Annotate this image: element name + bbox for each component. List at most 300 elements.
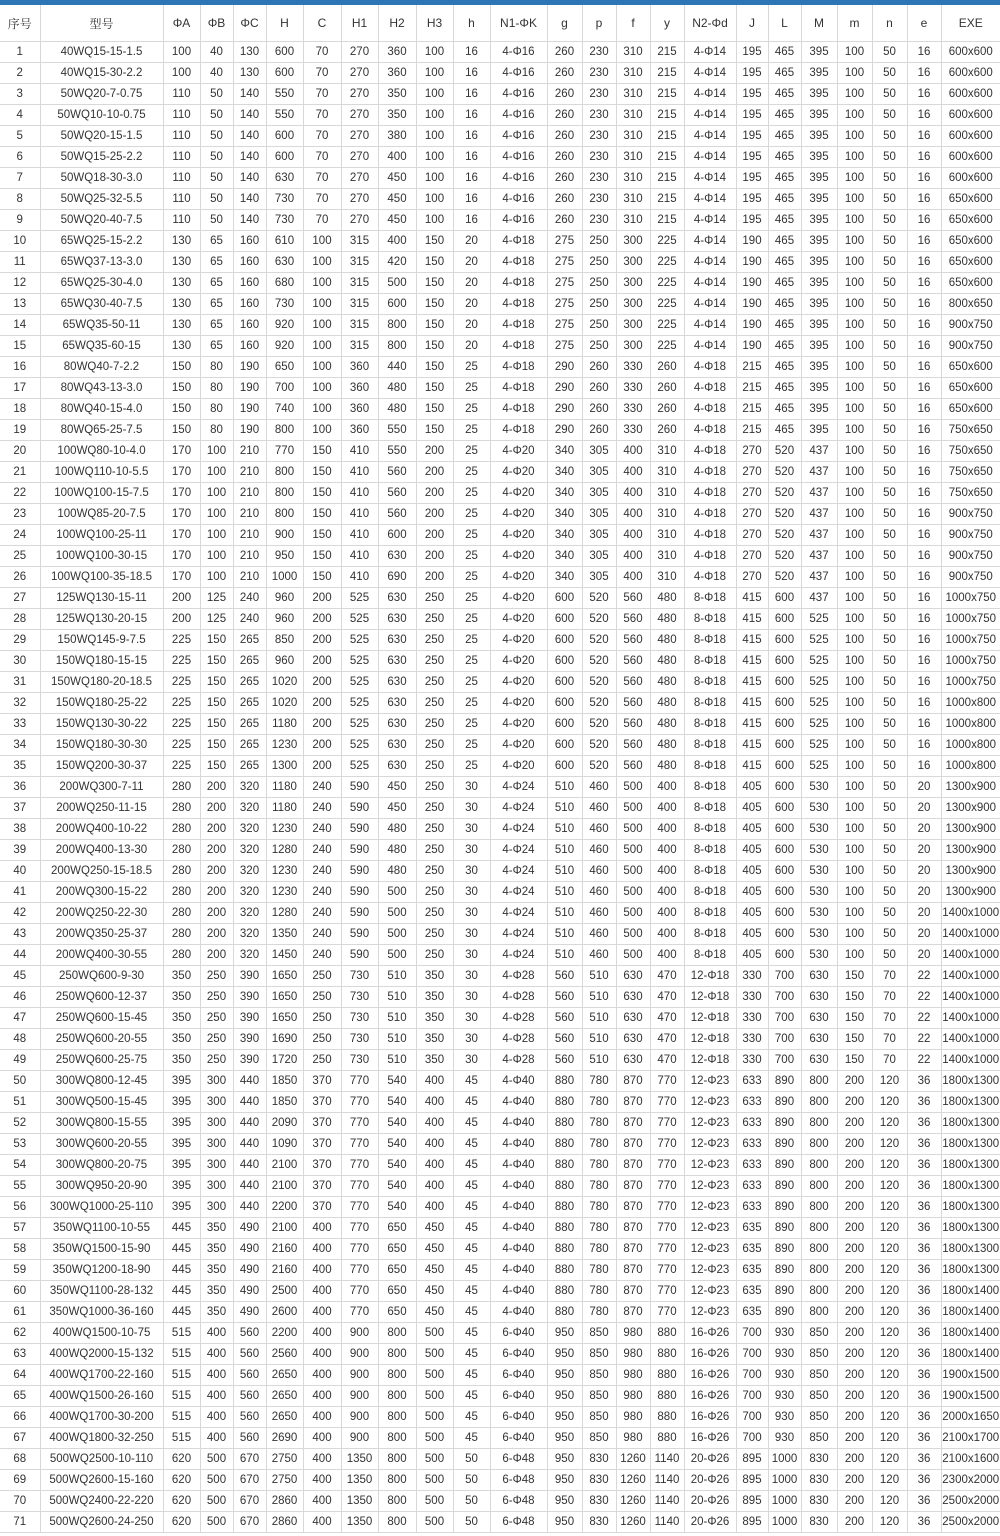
cell: 490	[233, 1302, 266, 1323]
cell: 150	[416, 252, 453, 273]
cell: 4-Φ16	[490, 63, 547, 84]
cell: 800	[266, 462, 303, 483]
cell: 270	[341, 147, 378, 168]
table-row	[0, 1428, 1000, 1449]
cell: 320	[233, 777, 266, 798]
cell: 150	[200, 756, 233, 777]
cell: 300	[200, 1092, 233, 1113]
cell: 395	[801, 336, 837, 357]
cell: 260	[582, 357, 616, 378]
cell: 4-Φ40	[490, 1113, 547, 1134]
cell: 890	[768, 1071, 801, 1092]
cell: 8-Φ18	[684, 609, 736, 630]
cell: 1140	[650, 1470, 684, 1491]
cell: 44	[0, 945, 40, 966]
table-row	[0, 1323, 1000, 1344]
cell: 350WQ1100-10-55	[40, 1218, 163, 1239]
cell: 4-Φ18	[684, 483, 736, 504]
cell: 870	[616, 1134, 650, 1155]
cell: 100	[837, 315, 872, 336]
cell: 8-Φ18	[684, 756, 736, 777]
cell: 16-Φ26	[684, 1407, 736, 1428]
cell: 500	[616, 882, 650, 903]
cell: 50	[872, 168, 907, 189]
cell: 415	[736, 714, 768, 735]
table-row	[0, 966, 1000, 987]
cell: 4-Φ14	[684, 105, 736, 126]
cell: 310	[616, 210, 650, 231]
cell: 4-Φ24	[490, 819, 547, 840]
cell: 6-Φ48	[490, 1449, 547, 1470]
cell: 880	[547, 1281, 582, 1302]
cell: 880	[650, 1323, 684, 1344]
cell: 770	[650, 1071, 684, 1092]
cell: 100	[416, 42, 453, 63]
cell: 440	[233, 1092, 266, 1113]
cell: 525	[341, 630, 378, 651]
cell: 890	[768, 1260, 801, 1281]
cell: 1180	[266, 777, 303, 798]
cell: 400	[650, 945, 684, 966]
cell: 230	[582, 126, 616, 147]
cell: 20	[907, 840, 941, 861]
cell: 630	[801, 1008, 837, 1029]
cell: 635	[736, 1302, 768, 1323]
cell: 770	[650, 1155, 684, 1176]
cell: 525	[341, 609, 378, 630]
cell: 50	[200, 147, 233, 168]
cell: 70	[303, 189, 341, 210]
cell: 100	[416, 147, 453, 168]
cell: 250	[416, 882, 453, 903]
table-row	[0, 1365, 1000, 1386]
cell: 120	[872, 1239, 907, 1260]
cell: 140	[233, 210, 266, 231]
cell: 100	[837, 294, 872, 315]
cell: 70	[303, 126, 341, 147]
cell: 120	[872, 1281, 907, 1302]
cell: 270	[341, 189, 378, 210]
cell: 265	[233, 672, 266, 693]
cell: 20	[453, 252, 490, 273]
cell: 980	[616, 1407, 650, 1428]
cell: 100	[416, 84, 453, 105]
cell: 250	[416, 672, 453, 693]
cell: 34	[0, 735, 40, 756]
cell: 370	[303, 1197, 341, 1218]
cell: 510	[547, 945, 582, 966]
cell: 630	[378, 588, 416, 609]
cell: 1850	[266, 1071, 303, 1092]
cell: 4-Φ18	[490, 399, 547, 420]
cell: 80WQ65-25-7.5	[40, 420, 163, 441]
cell: 16	[907, 399, 941, 420]
cell: 500	[378, 945, 416, 966]
cell: 100	[837, 546, 872, 567]
cell: 590	[341, 882, 378, 903]
cell: 290	[547, 420, 582, 441]
cell: 800	[801, 1113, 837, 1134]
cell: 215	[650, 189, 684, 210]
cell: 150	[163, 357, 200, 378]
cell: 140	[233, 168, 266, 189]
cell: 590	[341, 840, 378, 861]
cell: 515	[163, 1428, 200, 1449]
cell: 215	[650, 210, 684, 231]
cell: 650x600	[941, 378, 1000, 399]
cell: 12-Φ18	[684, 1029, 736, 1050]
cell: 480	[650, 588, 684, 609]
cell: 895	[736, 1491, 768, 1512]
cell: 39	[0, 840, 40, 861]
cell: 405	[736, 777, 768, 798]
cell: 895	[736, 1449, 768, 1470]
cell: 260	[547, 189, 582, 210]
cell: 195	[736, 168, 768, 189]
cell: 265	[233, 693, 266, 714]
cell: 100	[303, 315, 341, 336]
cell: 12-Φ18	[684, 966, 736, 987]
cell: 25	[453, 462, 490, 483]
cell: 100	[837, 336, 872, 357]
cell: 4-Φ20	[490, 756, 547, 777]
cell: 1720	[266, 1050, 303, 1071]
cell: 150	[837, 1008, 872, 1029]
cell: 20	[0, 441, 40, 462]
cell: 190	[233, 378, 266, 399]
cell: 150	[163, 399, 200, 420]
cell: 25	[453, 672, 490, 693]
cell: 25	[453, 357, 490, 378]
cell: 320	[233, 819, 266, 840]
cell: 1000	[266, 567, 303, 588]
column-header: EXE	[941, 5, 1000, 42]
cell: 1800x1300	[941, 1260, 1000, 1281]
cell: 330	[736, 987, 768, 1008]
cell: 100	[837, 63, 872, 84]
cell: 460	[582, 924, 616, 945]
cell: 160	[233, 336, 266, 357]
column-header: C	[303, 5, 341, 42]
cell: 560	[233, 1407, 266, 1428]
cell: 350	[163, 1050, 200, 1071]
cell: 870	[616, 1092, 650, 1113]
cell: 1000	[768, 1470, 801, 1491]
cell: 800	[378, 1386, 416, 1407]
cell: 210	[233, 546, 266, 567]
cell: 50	[872, 630, 907, 651]
table-row	[0, 462, 1000, 483]
cell: 265	[233, 630, 266, 651]
cell: 45	[453, 1281, 490, 1302]
cell: 40	[200, 42, 233, 63]
cell: 320	[233, 903, 266, 924]
table-row	[0, 1008, 1000, 1029]
cell: 240	[303, 819, 341, 840]
cell: 4-Φ20	[490, 441, 547, 462]
cell: 50	[200, 105, 233, 126]
cell: 950	[547, 1491, 582, 1512]
cell: 780	[582, 1281, 616, 1302]
cell: 395	[163, 1197, 200, 1218]
cell: 515	[163, 1386, 200, 1407]
cell: 225	[650, 273, 684, 294]
cell: 770	[650, 1092, 684, 1113]
cell: 250	[416, 630, 453, 651]
cell: 890	[768, 1155, 801, 1176]
cell: 560	[378, 504, 416, 525]
cell: 2200	[266, 1323, 303, 1344]
table-row	[0, 231, 1000, 252]
cell: 360	[378, 63, 416, 84]
cell: 14	[0, 315, 40, 336]
cell: 290	[547, 399, 582, 420]
cell: 200	[200, 861, 233, 882]
cell: 150	[163, 420, 200, 441]
cell: 340	[547, 462, 582, 483]
cell: 240	[303, 777, 341, 798]
cell: 525	[341, 714, 378, 735]
cell: 150	[200, 693, 233, 714]
cell: 350	[163, 1029, 200, 1050]
cell: 300WQ500-15-45	[40, 1092, 163, 1113]
cell: 650x600	[941, 357, 1000, 378]
cell: 880	[547, 1260, 582, 1281]
cell: 200	[303, 609, 341, 630]
cell: 2090	[266, 1113, 303, 1134]
cell: 45	[453, 1134, 490, 1155]
cell: 500	[616, 819, 650, 840]
cell: 30	[453, 798, 490, 819]
cell: 45	[453, 1092, 490, 1113]
cell: 830	[582, 1512, 616, 1533]
cell: 150	[416, 357, 453, 378]
cell: 670	[233, 1491, 266, 1512]
cell: 65	[200, 252, 233, 273]
cell: 4-Φ14	[684, 189, 736, 210]
cell: 4-Φ16	[490, 126, 547, 147]
cell: 4-Φ14	[684, 84, 736, 105]
cell: 700	[266, 378, 303, 399]
cell: 4-Φ14	[684, 252, 736, 273]
cell: 540	[378, 1176, 416, 1197]
cell: 2860	[266, 1491, 303, 1512]
cell: 30	[453, 1029, 490, 1050]
cell: 50	[872, 546, 907, 567]
cell: 65	[200, 294, 233, 315]
cell: 930	[768, 1344, 801, 1365]
cell: 100	[837, 462, 872, 483]
cell: 8	[0, 189, 40, 210]
cell: 400WQ1800-32-250	[40, 1428, 163, 1449]
cell: 16	[907, 735, 941, 756]
cell: 100WQ100-30-15	[40, 546, 163, 567]
cell: 27	[0, 588, 40, 609]
cell: 520	[582, 588, 616, 609]
cell: 50	[872, 252, 907, 273]
cell: 520	[582, 735, 616, 756]
cell: 41	[0, 882, 40, 903]
cell: 670	[233, 1470, 266, 1491]
cell: 100	[837, 420, 872, 441]
cell: 490	[233, 1260, 266, 1281]
cell: 330	[616, 420, 650, 441]
cell: 36	[907, 1092, 941, 1113]
cell: 125WQ130-15-11	[40, 588, 163, 609]
cell: 350WQ1500-15-90	[40, 1239, 163, 1260]
table-row	[0, 1386, 1000, 1407]
cell: 520	[768, 567, 801, 588]
cell: 50	[453, 1449, 490, 1470]
cell: 500	[416, 1323, 453, 1344]
cell: 200	[837, 1071, 872, 1092]
cell: 900x750	[941, 315, 1000, 336]
cell: 950	[547, 1428, 582, 1449]
cell: 350	[378, 84, 416, 105]
cell: 62	[0, 1323, 40, 1344]
cell: 525	[801, 651, 837, 672]
cell: 780	[582, 1134, 616, 1155]
cell: 100	[837, 714, 872, 735]
cell: 25	[453, 420, 490, 441]
table-row	[0, 882, 1000, 903]
cell: 530	[801, 840, 837, 861]
cell: 520	[768, 546, 801, 567]
cell: 120	[872, 1407, 907, 1428]
cell: 31	[0, 672, 40, 693]
cell: 590	[341, 798, 378, 819]
cell: 150	[416, 294, 453, 315]
cell: 395	[801, 231, 837, 252]
cell: 45	[453, 1344, 490, 1365]
cell: 100	[416, 105, 453, 126]
cell: 30	[453, 882, 490, 903]
cell: 4-Φ24	[490, 840, 547, 861]
cell: 240	[233, 588, 266, 609]
cell: 45	[0, 966, 40, 987]
cell: 200	[416, 504, 453, 525]
cell: 350	[163, 987, 200, 1008]
cell: 100WQ100-15-7.5	[40, 483, 163, 504]
cell: 2750	[266, 1449, 303, 1470]
cell: 215	[650, 168, 684, 189]
cell: 5	[0, 126, 40, 147]
cell: 45	[453, 1197, 490, 1218]
cell: 830	[801, 1449, 837, 1470]
cell: 200	[837, 1512, 872, 1533]
cell: 2690	[266, 1428, 303, 1449]
cell: 500	[416, 1470, 453, 1491]
cell: 600	[768, 714, 801, 735]
cell: 25	[453, 756, 490, 777]
cell: 270	[736, 462, 768, 483]
cell: 445	[163, 1281, 200, 1302]
cell: 36	[907, 1281, 941, 1302]
cell: 120	[872, 1155, 907, 1176]
cell: 150WQ200-30-37	[40, 756, 163, 777]
cell: 11	[0, 252, 40, 273]
cell: 50	[872, 756, 907, 777]
cell: 16	[907, 693, 941, 714]
cell: 450	[416, 1218, 453, 1239]
cell: 70	[872, 987, 907, 1008]
cell: 50	[872, 189, 907, 210]
cell: 480	[650, 609, 684, 630]
table-row	[0, 756, 1000, 777]
cell: 280	[163, 798, 200, 819]
cell: 51	[0, 1092, 40, 1113]
cell: 890	[768, 1239, 801, 1260]
cell: 400	[303, 1218, 341, 1239]
cell: 240	[303, 861, 341, 882]
cell: 650	[378, 1239, 416, 1260]
cell: 36	[907, 1218, 941, 1239]
cell: 630	[801, 987, 837, 1008]
cell: 230	[582, 84, 616, 105]
cell: 560	[616, 756, 650, 777]
cell: 465	[768, 378, 801, 399]
cell: 800	[378, 1344, 416, 1365]
cell: 55	[0, 1176, 40, 1197]
cell: 200	[200, 819, 233, 840]
cell: 395	[801, 357, 837, 378]
cell: 1230	[266, 861, 303, 882]
cell: 50	[872, 567, 907, 588]
table-row	[0, 903, 1000, 924]
cell: 400	[303, 1470, 341, 1491]
cell: 16	[907, 105, 941, 126]
table-row	[0, 1092, 1000, 1113]
cell: 1400x1000	[941, 1008, 1000, 1029]
cell: 22	[907, 1050, 941, 1071]
cell: 900	[341, 1386, 378, 1407]
cell: 350	[378, 105, 416, 126]
cell: 445	[163, 1260, 200, 1281]
cell: 630	[266, 252, 303, 273]
cell: 16	[907, 651, 941, 672]
cell: 50	[872, 525, 907, 546]
cell: 560	[616, 609, 650, 630]
cell: 8-Φ18	[684, 672, 736, 693]
cell: 46	[0, 987, 40, 1008]
cell: 520	[582, 693, 616, 714]
cell: 270	[736, 525, 768, 546]
cell: 45	[453, 1428, 490, 1449]
cell: 20	[907, 798, 941, 819]
cell: 16	[907, 504, 941, 525]
cell: 280	[163, 819, 200, 840]
cell: 1260	[616, 1449, 650, 1470]
cell: 560	[616, 693, 650, 714]
cell: 500	[416, 1491, 453, 1512]
cell: 200	[303, 735, 341, 756]
cell: 500WQ2600-15-160	[40, 1470, 163, 1491]
cell: 630	[378, 672, 416, 693]
cell: 500	[378, 924, 416, 945]
cell: 100	[416, 210, 453, 231]
cell: 2600	[266, 1302, 303, 1323]
cell: 275	[547, 294, 582, 315]
cell: 415	[736, 756, 768, 777]
cell: 600	[768, 609, 801, 630]
table-body	[0, 42, 1000, 1533]
cell: 40	[200, 63, 233, 84]
cell: 650	[378, 1218, 416, 1239]
cell: 120	[872, 1113, 907, 1134]
cell: 630	[378, 609, 416, 630]
cell: 100	[837, 252, 872, 273]
cell: 450	[378, 168, 416, 189]
